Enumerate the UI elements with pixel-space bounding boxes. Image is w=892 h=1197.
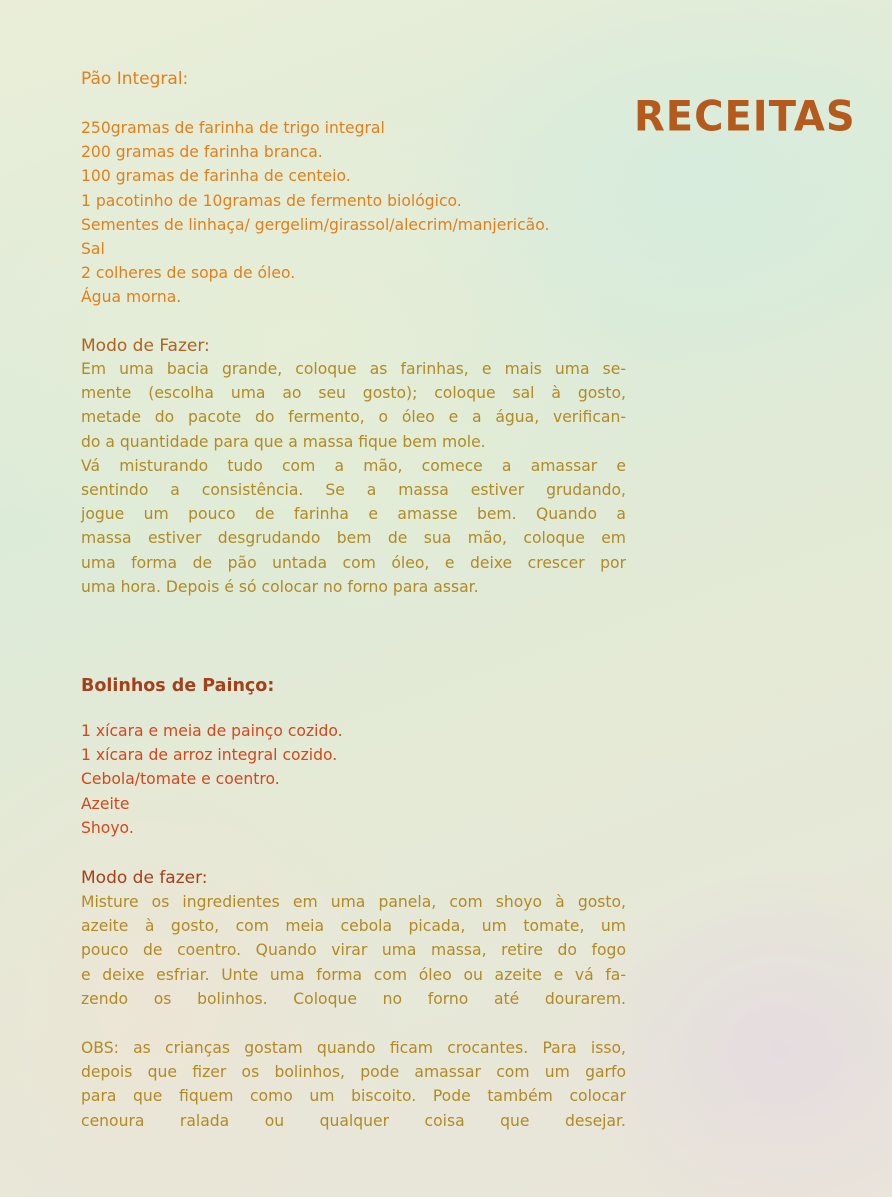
recipe-1-method-title: Modo de Fazer: bbox=[81, 336, 210, 356]
method-line: uma forma de pão untada com óleo, e deixe crescer por bbox=[81, 553, 626, 572]
ingredient-item: Água morna. bbox=[81, 288, 182, 307]
ingredient-item: Azeite bbox=[81, 794, 130, 813]
recipe-1-title: Pão Integral: bbox=[81, 69, 189, 89]
ingredient-item: Sal bbox=[81, 240, 105, 259]
method-line: uma hora. Depois é só colocar no forno para assar. bbox=[81, 577, 479, 596]
recipe-1-method-text bbox=[81, 357, 626, 599]
obs-line: OBS: as crianças gostam quando ficam crocantes. Para isso, bbox=[81, 1039, 626, 1057]
method-line: Em uma bacia grande, coloque as farinhas, e mais uma se- bbox=[81, 360, 626, 378]
method-line: zendo os bolinhos. Coloque no forno até dourarem. bbox=[81, 989, 626, 1008]
method-line: e deixe esfriar. Unte uma forma com óleo ou azeite e vá fa- bbox=[81, 965, 626, 984]
recipe-2-title: Bolinhos de Painço: bbox=[81, 676, 275, 696]
page-title: RECEITAS bbox=[634, 92, 856, 142]
ingredient-item: 2 colheres de sopa de óleo. bbox=[81, 264, 296, 283]
ingredient-item: 1 xícara e meia de painço cozido. bbox=[81, 722, 343, 740]
method-line: do a quantidade para que a massa fique bem mole. bbox=[81, 432, 486, 451]
ingredient-item: Shoyo. bbox=[81, 818, 134, 837]
method-line: pouco de coentro. Quando virar uma massa, retire do fogo bbox=[81, 941, 626, 960]
recipe-2-method-title: Modo de fazer: bbox=[81, 868, 208, 888]
recipe-1-ingredients bbox=[81, 116, 626, 310]
method-line: azeite à gosto, com meia cebola picada, um tomate, um bbox=[81, 917, 626, 936]
ingredient-item: Sementes de linhaça/ gergelim/girassol/alecrim/manjericão. bbox=[81, 215, 550, 234]
method-line: metade do pacote do fermento, o óleo e a água, verifican- bbox=[81, 408, 626, 427]
method-line: massa estiver desgrudando bem de sua mão, coloque em bbox=[81, 529, 626, 548]
method-line: sentindo a consistência. Se a massa estiver grudando, bbox=[81, 481, 626, 500]
ingredient-item: Cebola/tomate e coentro. bbox=[81, 770, 280, 789]
obs-line: cenoura ralada ou qualquer coisa que desejar. bbox=[81, 1111, 626, 1130]
recipe-2-ingredients bbox=[81, 719, 626, 840]
obs-line: depois que fizer os bolinhos, pode amassar com um garfo bbox=[81, 1063, 626, 1082]
ingredient-item: 1 xícara de arroz integral cozido. bbox=[81, 746, 338, 765]
method-line: Vá misturando tudo com a mão, comece a amassar e bbox=[81, 456, 626, 475]
ingredient-item: 250gramas de farinha de trigo integral bbox=[81, 119, 385, 137]
ingredient-item: 100 gramas de farinha de centeio. bbox=[81, 167, 351, 186]
method-line: Misture os ingredientes em uma panela, com shoyo à gosto, bbox=[81, 893, 626, 911]
ingredient-item: 200 gramas de farinha branca. bbox=[81, 143, 323, 162]
ingredient-item: 1 pacotinho de 10gramas de fermento biológico. bbox=[81, 191, 462, 210]
recipe-2-method-text bbox=[81, 890, 626, 1011]
method-line: mente (escolha uma ao seu gosto); coloque sal à gosto, bbox=[81, 384, 626, 403]
method-line: jogue um pouco de farinha e amasse bem. Quando a bbox=[81, 505, 626, 524]
recipe-2-obs-text bbox=[81, 1036, 626, 1133]
obs-line: para que fiquem como um biscoito. Pode também colocar bbox=[81, 1087, 626, 1106]
